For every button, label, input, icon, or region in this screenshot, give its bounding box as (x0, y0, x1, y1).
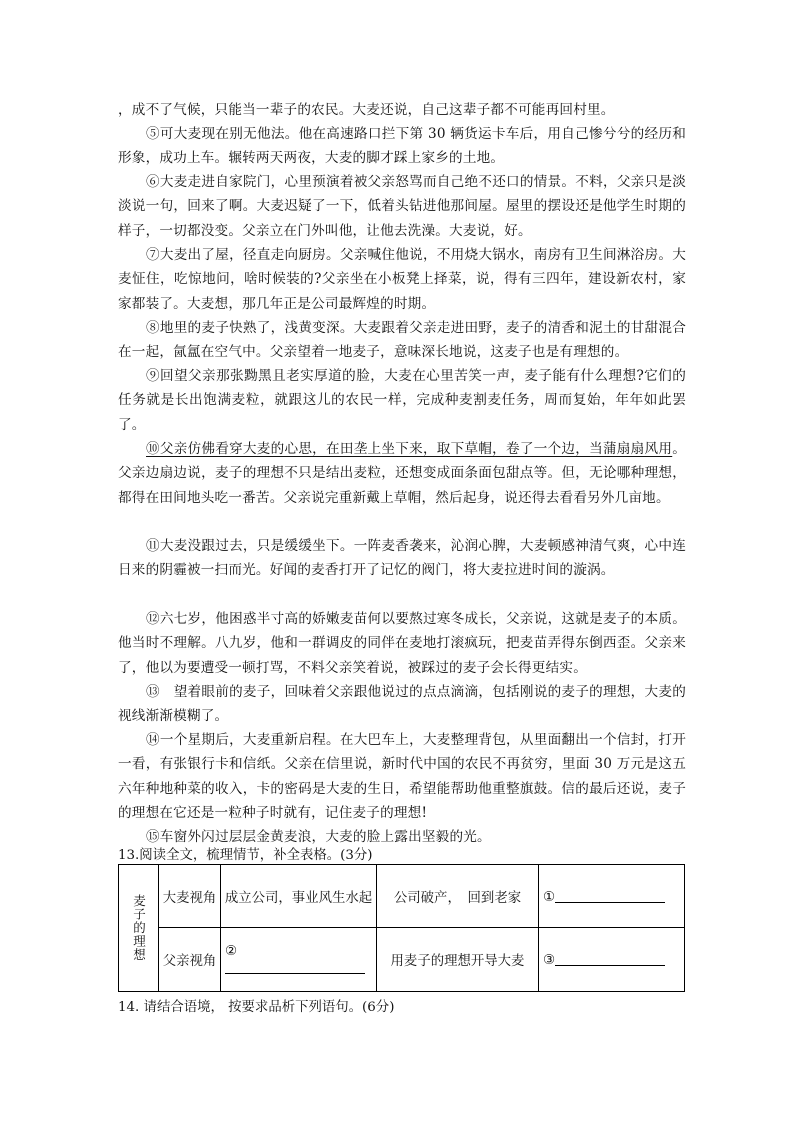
row1-perspective: 大麦视角 (159, 865, 221, 928)
answer-1-label: ① (543, 889, 556, 905)
paragraph-11: ⑪大麦没跟过去，只是缓缓坐下。一阵麦香袭来，沁润心脾，大麦顿感神清气爽，心中连日来的阴霾被一扫而光。好闻的麦香打开了记忆的阀门，将大麦拉进时间的漩涡。 (118, 538, 686, 579)
answer-2-blank[interactable] (225, 959, 365, 974)
table-side-label-cell (119, 865, 159, 992)
answer-2-label: ② (225, 943, 238, 959)
row2-answer-cell-3 (539, 928, 685, 992)
paragraph-9: ⑨回望父亲那张黝黑且老实厚道的脸，大麦在心里苦笑一声，麦子能有什么理想?它们的任务就是长出饱满麦粒，就跟这儿的农民一样，完成种麦割麦任务，周而复始，年年如此罢了。 (118, 368, 686, 433)
underlined-sentence: ⑩父亲仿佛看穿大麦的心思，在田垄上坐下来，取下草帽，卷了一个边，当蒲扇扇风用 (146, 441, 673, 457)
paragraph-6: ⑥大麦走进自家院门，心里预演着被父亲怒骂而自己绝不还口的情景。不料，父亲只是淡淡说一句，回来了啊。大麦迟疑了一下，低着头钻进他那间屋。屋里的摆设还是他学生时期的样子，一切都没变。父亲立在门外叫他，让他去洗澡。大麦说，好。 (118, 174, 686, 239)
answer-3-blank[interactable] (555, 951, 665, 966)
row2-perspective: 父亲视角 (159, 928, 221, 992)
row2-stage2: 用麦子的理想开导大麦 (377, 928, 539, 992)
paragraph-10-rest: 。父亲边扇边说，麦子的理想不只是结出麦粒，还想变成面条面包甜点等。但，无论哪种理想，都得在田间地头吃一番苦。父亲说完重新戴上草帽，然后起身，说还得去看看另外几亩地。 (118, 441, 686, 506)
paragraph-7: ⑦大麦出了屋，径直走向厨房。父亲喊住他说，不用烧大锅水，南房有卫生间淋浴房。大麦怔住，吃惊地问，啥时候装的?父亲坐在小板凳上择菜，说，得有三四年，建设新农村，家家都装了。大麦想，那几年正是公司最辉煌的时期。 (118, 247, 686, 312)
row1-stage2: 公司破产， 回到老家 (377, 865, 539, 928)
paragraph-13: ⑬ 望着眼前的麦子，回味着父亲跟他说过的点点滴滴，包括刚说的麦子的理想，大麦的视线渐渐模糊了。 (118, 684, 686, 725)
row1-answer-cell (539, 865, 685, 928)
paragraph-14: ⑭一个星期后，大麦重新启程。在大巴车上，大麦整理背包，从里面翻出一个信封，打开一看，有张银行卡和信纸。父亲在信里说，新时代中国的农民不再贫穷，里面 30 万元是这五六年种地种菜的收入，卡的密码是大麦的生日，希望能帮助他重整旗鼓。信的最后还说，麦子的理想在它还是一粒种子时就有，记住麦子的理想! (118, 732, 686, 821)
paragraph-10 (118, 437, 686, 510)
plot-table (118, 864, 685, 992)
paragraph-4-end: ，成不了气候，只能当一辈子的农民。大麦还说，自己这辈子都不可能再回村里。 (118, 102, 615, 118)
row1-stage1: 成立公司，事业风生水起 (221, 865, 377, 928)
answer-3-label: ③ (543, 953, 556, 968)
row2-answer-cell (221, 928, 377, 992)
paragraph-12: ⑫六七岁，他困惑半寸高的娇嫩麦苗何以要熬过寒冬成长，父亲说，这就是麦子的本质。他当时不理解。八九岁，他和一群调皮的同伴在麦地打滚疯玩，把麦苗弄得东倒西歪。父亲来了，他以为要遭受一顿打骂，不料父亲笑着说，被踩过的麦子会长得更结实。 (118, 611, 686, 676)
paragraph-15: ⑮车窗外闪过层层金黄麦浪，大麦的脸上露出坚毅的光。 (146, 829, 491, 845)
question-13: 13.阅读全文，梳理情节，补全表格。(3分) (118, 848, 373, 863)
paragraph-5: ⑤可大麦现在别无他法。他在高速路口拦下第 30 辆货运卡车后，用自己惨兮兮的经历和形象，成功上车。辗转两天两夜，大麦的脚才踩上家乡的土地。 (118, 126, 686, 167)
answer-1-blank[interactable] (555, 888, 665, 903)
question-14: 14. 请结合语境， 按要求品析下列语句。(6分) (118, 1000, 395, 1015)
paragraph-8: ⑧地里的麦子快熟了，浅黄变深。大麦跟着父亲走进田野，麦子的清香和泥土的甘甜混合在一起，氤氲在空气中。父亲望着一地麦子，意味深长地说，这麦子也是有理想的。 (118, 320, 686, 361)
table-side-label: 麦子的理想 (131, 894, 147, 962)
